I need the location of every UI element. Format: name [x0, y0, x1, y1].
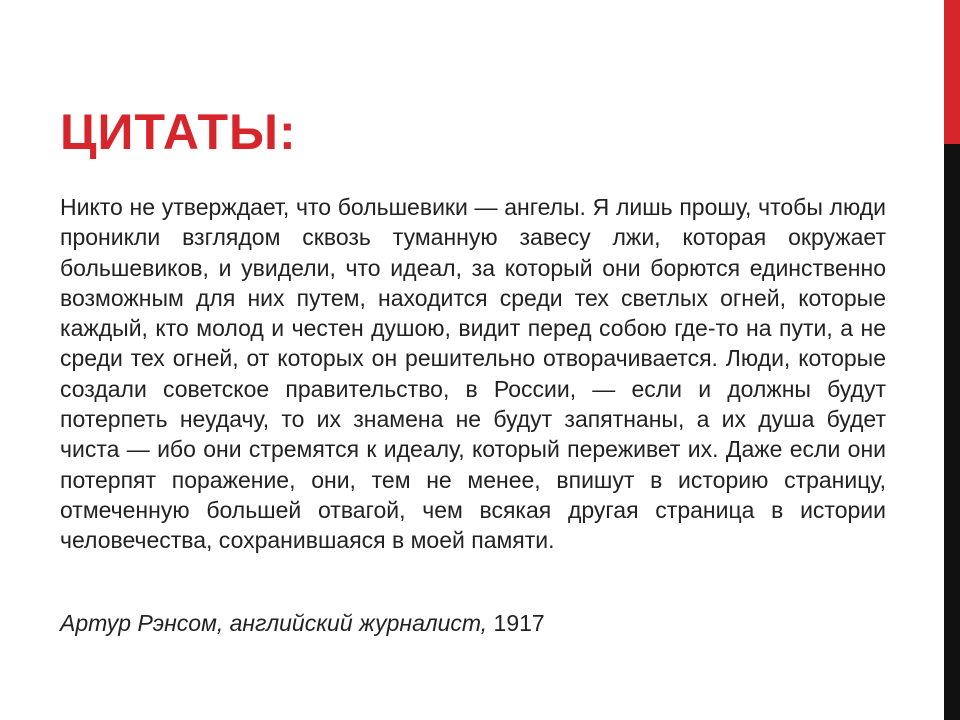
accent-bar-black — [944, 144, 960, 720]
slide-title: ЦИТАТЫ: — [60, 104, 297, 160]
quote-text: Никто не утверждает, что большевики — ангелы. Я лишь прошу, чтобы люди проникли взглядом сквозь туманную завесу лжи, которая окружает большевиков, и увидели, что идеал, за который они борются единственно возможным для них путем, находится среди тех светлых огней, которые каждый, кто молод и честен душою, видит перед собою где-то на пути, а не среди тех огней, от которых он решительно отворачивается. Люди, которые создали советское правительство, в России, — если и должны будут потерпеть неудачу, то их знамена не будут запятнаны, а их душа будет чиста — ибо они стремятся к идеалу, который переживет их. Даже если они потерпят поражение, они, тем не менее, впишут в историю страницу, отмеченную большей отвагой, чем всякая другая страница в истории человечества, сохранившаяся в моей памяти. — [60, 194, 886, 554]
accent-bar-red — [944, 0, 960, 144]
attribution-year: 1917 — [493, 610, 545, 636]
attribution-author: Артур Рэнсом, английский журналист, — [60, 610, 488, 636]
quote-attribution — [60, 608, 545, 638]
